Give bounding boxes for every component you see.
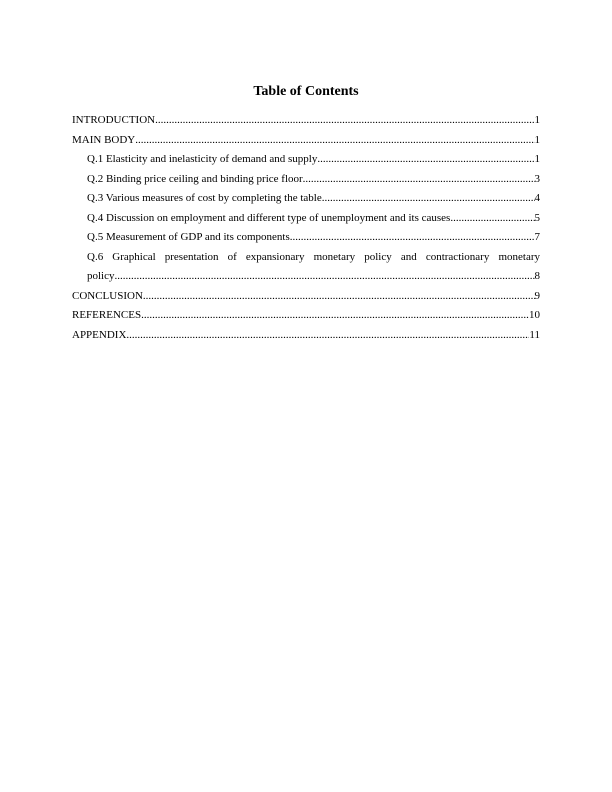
toc-entry-introduction[interactable] [72, 111, 540, 131]
toc-entry-q6[interactable] [72, 248, 540, 287]
dot-leader [303, 170, 535, 190]
toc-entry-page: 7 [534, 231, 540, 243]
toc-entry-label: Q.4 Discussion on employment and different type of unemployment and its causes [87, 211, 451, 224]
toc-entry-page: 11 [529, 328, 540, 341]
dot-leader [290, 228, 535, 248]
toc-entry-page: 5 [534, 211, 540, 224]
toc-entry-q5[interactable] [72, 228, 540, 248]
toc-entry-q2[interactable] [72, 170, 540, 190]
toc-entry-main-body[interactable] [72, 131, 540, 151]
dot-leader [317, 150, 534, 170]
toc-entry-label: Q.2 Binding price ceiling and binding price floor [87, 172, 303, 185]
toc-entry-page: 1 [534, 153, 540, 165]
toc-entry-page: 9 [534, 289, 540, 302]
toc-entry-page: 1 [534, 114, 540, 126]
toc-entry-page: 10 [529, 309, 540, 321]
toc-entry-label: Q.1 Elasticity and inelasticity of demand and supply [87, 153, 318, 165]
toc-entry-page: 3 [534, 172, 540, 185]
toc-entry-page: 1 [534, 133, 540, 146]
toc-entry-references[interactable] [72, 306, 540, 326]
toc-entry-appendix[interactable] [72, 326, 540, 346]
toc-entry-label-line1: Q.6 Graphical presentation of expansionary monetary policy and contractionary monetary [87, 250, 540, 263]
dot-leader [322, 189, 535, 209]
toc-entry-page: 8 [534, 270, 540, 282]
table-of-contents [72, 111, 540, 345]
toc-entry-q1[interactable] [72, 150, 540, 170]
dot-leader [155, 111, 534, 131]
dot-leader [450, 209, 534, 229]
toc-entry-label: Q.3 Various measures of cost by completing the table [87, 192, 322, 204]
toc-entry-q4[interactable] [72, 209, 540, 229]
toc-entry-label: MAIN BODY [72, 133, 136, 146]
toc-entry-conclusion[interactable] [72, 287, 540, 307]
toc-entry-label: REFERENCES [72, 309, 142, 321]
toc-entry-label: INTRODUCTION [72, 114, 156, 126]
toc-entry-label: Q.5 Measurement of GDP and its components [87, 231, 290, 243]
toc-entry-q3[interactable] [72, 189, 540, 209]
toc-entry-label-line2: policy [87, 270, 115, 282]
dot-leader [135, 131, 534, 151]
dot-leader [126, 326, 529, 346]
toc-title: Table of Contents [253, 84, 359, 99]
dot-leader [141, 306, 529, 326]
toc-entry-page: 4 [534, 192, 540, 204]
dot-leader [115, 267, 535, 287]
toc-entry-label: CONCLUSION [72, 289, 143, 302]
dot-leader [143, 287, 535, 307]
toc-entry-label: APPENDIX [72, 328, 127, 341]
